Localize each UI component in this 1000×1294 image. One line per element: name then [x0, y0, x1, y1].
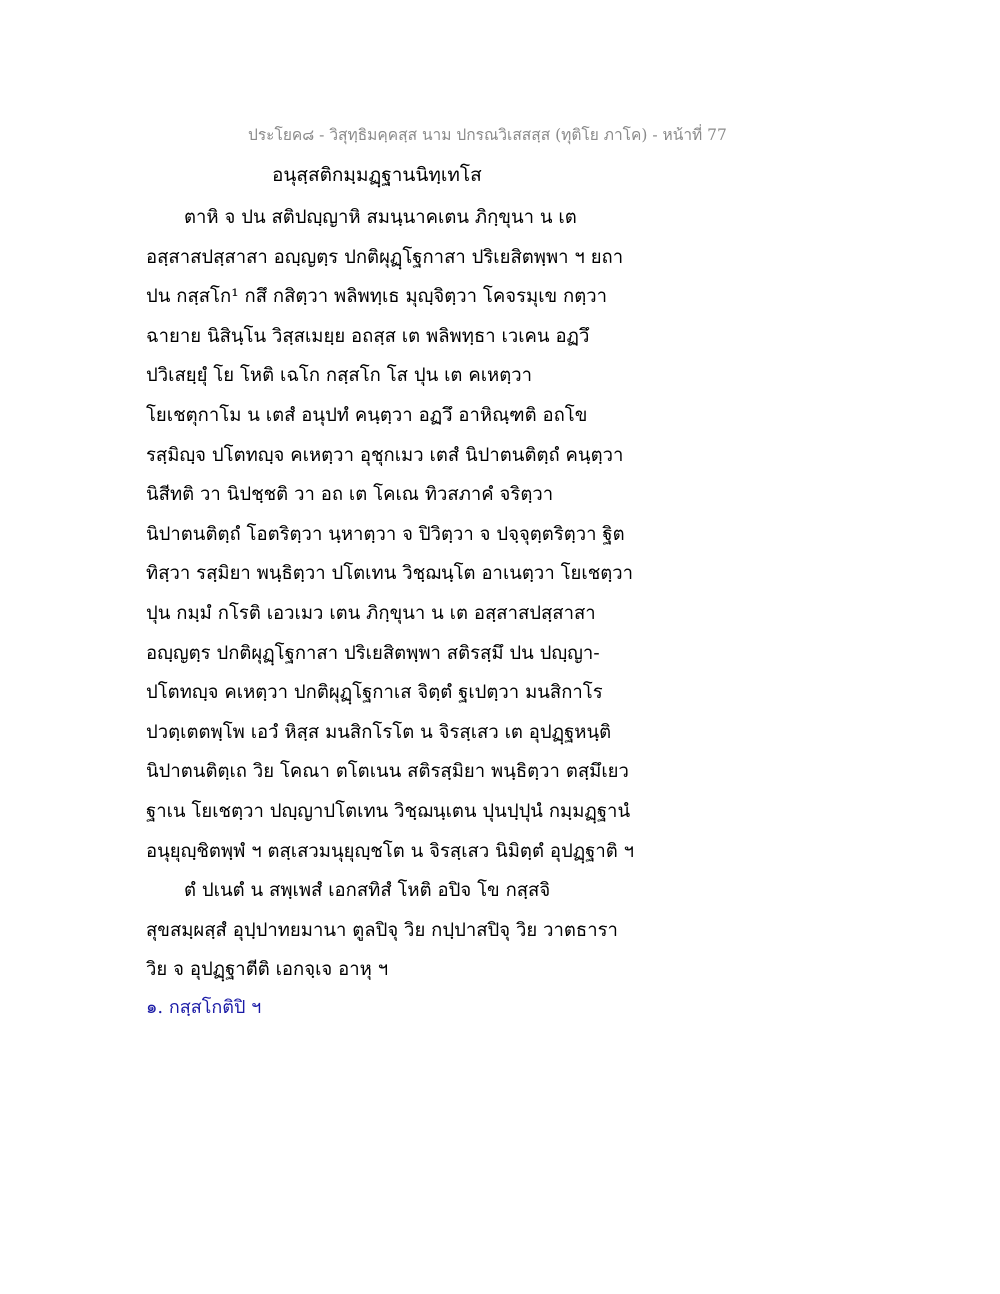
paragraph-line: ฉายาย นิสินฺโน วิสฺสเมยฺย อถสฺส เต พลิพทฺธา เวเคน อฏวึ [146, 325, 590, 347]
running-header: ประโยค๘ - วิสุทฺธิมคฺคสฺส นาม ปกรณวิเสสสฺส (ทุติโย ภาโค) - หน้าที่ 77 [248, 126, 727, 144]
paragraph-line: ปวิเสยฺยุํ โย โหติ เฉโก กสฺสโก โส ปุน เต คเหตฺวา [146, 365, 533, 387]
paragraph-line: วิย จ อุปฏฺฐาตีติ เอกจฺเจ อาหุ ฯ [146, 959, 389, 981]
paragraph-line: ฐาเน โยเชตฺวา ปญฺญาปโตเทน วิชฺฌนฺเตน ปุนปฺปุนํ กมฺมฏฺฐานํ [146, 800, 631, 822]
paragraph-line: อสฺสาสปสฺสาสา อญฺญตฺร ปกติผุฏฺโฐกาสา ปริเยสิตพฺพา ฯ ยถา [146, 246, 624, 268]
paragraph-line: ตาหิ จ ปน สติปญฺญาหิ สมนฺนาคเตน ภิกฺขุนา น เต [184, 207, 577, 228]
body-text [146, 198, 666, 990]
paragraph-line: อญฺญตฺร ปกติผุฏฺโฐกาสา ปริเยสิตพฺพา สติรสฺมึ ปน ปญฺญา- [146, 642, 600, 664]
paragraph-line: ปวตฺเตตพฺโพ เอวํ หิสฺส มนสิกโรโต น จิรสฺเสว เต อุปฏฺฐหนฺติ [146, 721, 612, 743]
section-title: อนุสฺสติกมฺมฏฺฐานนิทฺเทโส [272, 164, 482, 186]
paragraph-line: รสฺมิญฺจ ปโตทญฺจ คเหตฺวา อุชุกเมว เตสํ นิปาตนติตฺถํ คนฺตฺวา [146, 444, 624, 466]
paragraph-line: นิสีทติ วา นิปชฺชติ วา อถ เต โคเณ ทิวสภาคํ จริตฺวา [146, 484, 554, 506]
paragraph-line: นิปาตนติตฺถํ โอตริตฺวา นฺหาตฺวา จ ปิวิตฺวา จ ปจฺจุตฺตริตฺวา ฐิต [146, 523, 625, 545]
paragraph-line: ตํ ปเนตํ น สพฺเพสํ เอกสทิสํ โหติ อปิจ โข กสฺสจิ [184, 880, 551, 902]
paragraph-line: นิปาตนติตฺเถ วิย โคณา ตโตเนน สติรสฺมิยา พนฺธิตฺวา ตสฺมึเยว [146, 761, 629, 783]
paragraph-line: ปุน กมฺมํ กโรติ เอวเมว เตน ภิกฺขุนา น เต อสฺสาสปสฺสาสา [146, 602, 596, 624]
footnote: ๑. กสฺสโกติปิ ฯ [146, 997, 262, 1018]
paragraph-line: ปน กสฺสโก¹ กสึ กสิตฺวา พลิพทฺเธ มุญฺจิตฺวา โคจรมุเข กตฺวา [146, 286, 608, 308]
paragraph-line: โยเชตุกาโม น เตสํ อนุปทํ คนฺตฺวา อฏวึ อาหิณฺฑติ อถโข [146, 404, 588, 426]
paragraph-line: อนุยุญฺชิตพฺพํ ฯ ตสฺเสวมนุยุญฺชโต น จิรสฺเสว นิมิตฺตํ อุปฏฺฐาติ ฯ [146, 840, 634, 862]
paragraph-line: สุขสมฺผสฺสํ อุปฺปาทยมานา ตูลปิจุ วิย กปฺปาสปิจุ วิย วาตธารา [146, 919, 618, 941]
paragraph-line: ปโตทญฺจ คเหตฺวา ปกติผุฏฺโฐกาเส จิตฺตํ ฐเปตฺวา มนสิกาโร [146, 682, 603, 704]
paragraph-line: ทิสฺวา รสฺมิยา พนฺธิตฺวา ปโตเทน วิชฺฌนฺโต อาเนตฺวา โยเชตฺวา [146, 563, 634, 585]
